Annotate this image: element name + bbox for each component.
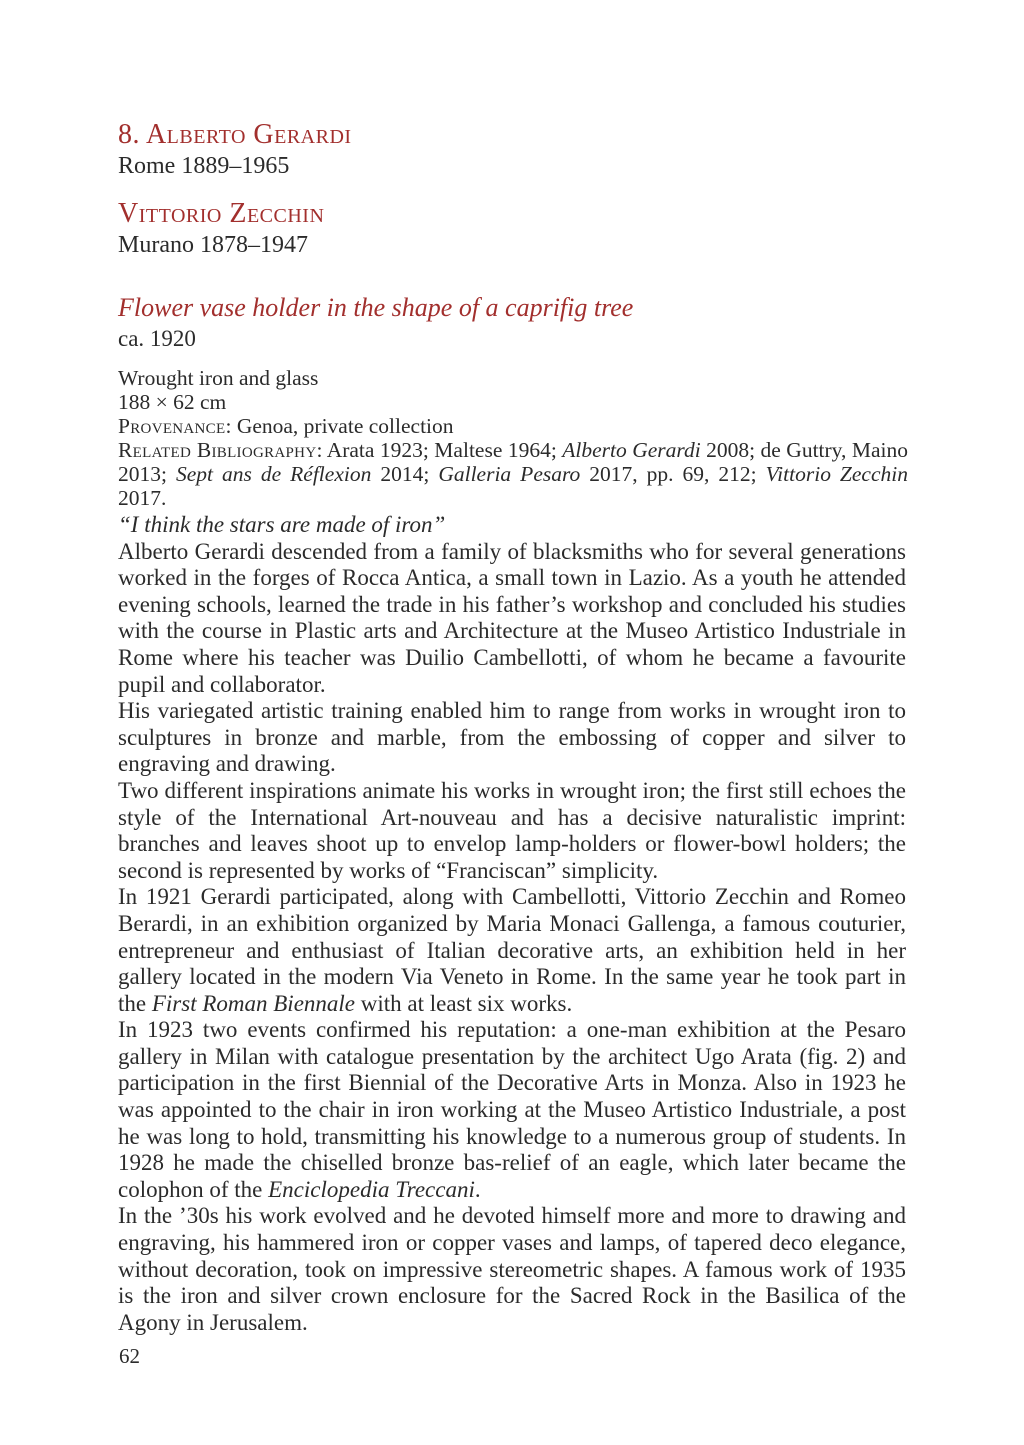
artists-header (118, 118, 908, 276)
page-number: 62 (119, 1344, 140, 1368)
bibliography-text: : Arata 1923; Maltese 1964; Alberto Gerardi 2008; de Guttry, Maino 2013; Sept ans de Réflexion 2014; Galleria Pesaro 2017, pp. 69, 212; Vittorio Zecchin 2017. (118, 438, 908, 510)
provenance-line (118, 414, 908, 438)
work-title: Flower vase holder in the shape of a caprifig tree (118, 293, 634, 322)
bibliography-line (118, 438, 908, 510)
work-details (118, 366, 908, 510)
body-paragraph: In 1921 Gerardi participated, along with Cambellotti, Vittorio Zecchin and Romeo Berardi, in an exhibition organized by Maria Monaci Gallenga, a famous couturier, entrepreneur and enthusiast of Italian decorative arts, an exhibition held in her gallery located in the modern Via Veneto in Rome. In the same year he took part in the First Roman Biennale with at least six works. (118, 884, 906, 1016)
artist-dates-primary: Rome 1889–1965 (118, 153, 290, 179)
medium-line: Wrought iron and glass (118, 366, 319, 390)
provenance-label: Provenance (118, 414, 226, 438)
body-paragraph: “I think the stars are made of iron” (118, 512, 446, 537)
bibliography-label: Related Bibliography (118, 438, 317, 462)
body-text (118, 512, 906, 1336)
work-header (118, 292, 908, 354)
artist-name-secondary: Vittorio Zecchin (118, 198, 325, 229)
body-paragraph: His variegated artistic training enabled him to range from works in wrought iron to sculptures in bronze and marble, from the embossing of copper and silver to engraving and drawing. (118, 698, 906, 777)
body-paragraph: In the ’30s his work evolved and he devoted himself more and more to drawing and engraving, his hammered iron or copper vases and lamps, of tapered deco elegance, without decoration, took on impressive stereometric shapes. A famous work of 1935 is the iron and silver crown enclosure for the Sacred Rock in the Basilica of the Agony in Jerusalem. (118, 1203, 906, 1335)
body-paragraph: In 1923 two events confirmed his reputation: a one-man exhibition at the Pesaro gallery in Milan with catalogue presentation by the architect Ugo Arata (fig. 2) and participation in the first Biennial of the Decorative Arts in Monza. Also in 1923 he was appointed to the chair in iron working at the Museo Artistico Industriale, a post he was long to hold, transmitting his knowledge to a numerous group of students. In 1928 he made the chiselled bronze bas-relief of an eagle, which later became the colophon of the Enciclopedia Treccani. (118, 1017, 906, 1202)
artist-dates-secondary: Murano 1878–1947 (118, 232, 308, 258)
artist-name-primary: 8. Alberto Gerardi (118, 119, 352, 150)
dimensions-line: 188 × 62 cm (118, 390, 227, 414)
provenance-value: : Genoa, private collection (225, 414, 454, 438)
work-date: ca. 1920 (118, 326, 196, 351)
body-paragraph: Two different inspirations animate his works in wrought iron; the first still echoes the style of the International Art-nouveau and has a decisive naturalistic imprint: branches and leaves shoot up to envelop lamp-holders or flower-bowl holders; the second is represented by works of “Franciscan” simplicity. (118, 777, 906, 883)
body-paragraph: Alberto Gerardi descended from a family of blacksmiths who for several generations worked in the forges of Rocca Antica, a small town in Lazio. As a youth he attended evening schools, learned the trade in his father’s workshop and concluded his studies with the course in Plastic arts and Architecture at the Museo Artistico Industriale in Rome where his teacher was Duilio Cambellotti, of whom he became a favourite pupil and collaborator. (118, 538, 906, 697)
